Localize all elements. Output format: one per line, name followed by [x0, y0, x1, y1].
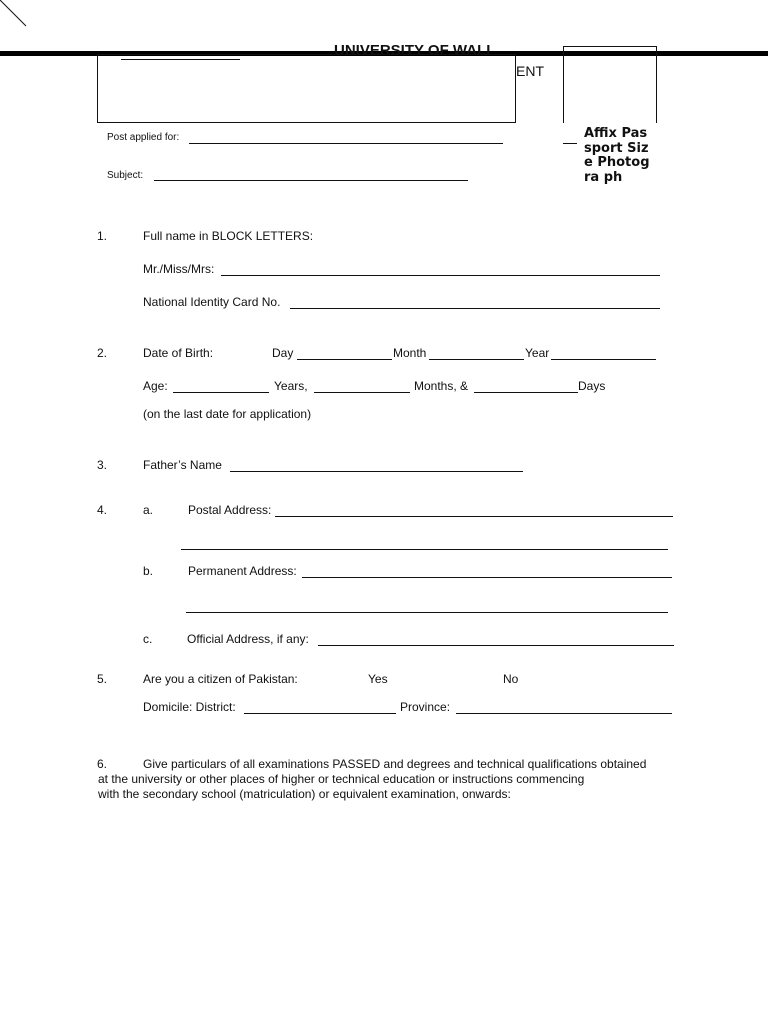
- province-label: Province:: [400, 700, 451, 714]
- month-label: Month: [393, 346, 427, 360]
- full-name-field[interactable]: [221, 275, 660, 276]
- domicile-label: Domicile: District:: [143, 700, 236, 714]
- item-number-2: 2.: [97, 346, 108, 360]
- item-4b-marker: b.: [143, 564, 154, 578]
- day-field[interactable]: [297, 359, 392, 360]
- item-number-6: 6.: [97, 757, 108, 771]
- nic-label: National Identity Card No.: [143, 295, 281, 309]
- header-box-underline: [121, 59, 240, 60]
- university-title: UNIVERSITY OF WALI: [334, 42, 491, 59]
- permanent-address-label: Permanent Address:: [188, 564, 297, 578]
- photo-box-label: Affix Passport Size Photogra ph: [584, 126, 650, 185]
- citizen-label: Are you a citizen of Pakistan:: [143, 672, 298, 686]
- official-address-field[interactable]: [318, 645, 674, 646]
- age-months-field[interactable]: [314, 392, 410, 393]
- year-label: Year: [525, 346, 550, 360]
- title-line2-fragment: ENT: [516, 63, 544, 79]
- district-field[interactable]: [244, 713, 396, 714]
- age-days-field[interactable]: [474, 392, 578, 393]
- post-applied-field[interactable]: [189, 143, 503, 144]
- official-address-label: Official Address, if any:: [187, 632, 309, 646]
- permanent-address-field-1[interactable]: [302, 577, 672, 578]
- nic-field[interactable]: [290, 308, 660, 309]
- subject-label: Subject:: [107, 170, 144, 181]
- father-name-label: Father’s Name: [143, 458, 222, 472]
- corner-mark: [0, 0, 30, 30]
- years-label: Years,: [274, 379, 308, 393]
- yes-option[interactable]: Yes: [368, 672, 388, 686]
- q6-line-2: at the university or other places of higher or technical education or instructions commencing: [98, 772, 585, 786]
- photo-box-tick: [563, 143, 577, 144]
- month-field[interactable]: [429, 359, 524, 360]
- q6-line-3: with the secondary school (matriculation) or equivalent examination, onwards:: [98, 787, 511, 801]
- age-years-field[interactable]: [173, 392, 269, 393]
- title-label: Mr./Miss/Mrs:: [143, 262, 215, 276]
- year-field[interactable]: [551, 359, 656, 360]
- item-4c-marker: c.: [143, 632, 153, 646]
- father-name-field[interactable]: [230, 471, 523, 472]
- photo-box-frame: [563, 46, 657, 123]
- post-applied-label: Post applied for:: [107, 132, 180, 143]
- postal-address-field-1[interactable]: [275, 516, 673, 517]
- dob-label: Date of Birth:: [143, 346, 214, 360]
- header-box: [97, 54, 516, 123]
- full-name-label: Full name in BLOCK LETTERS:: [143, 229, 314, 243]
- age-note: (on the last date for application): [143, 407, 312, 421]
- age-label: Age:: [143, 379, 168, 393]
- no-option[interactable]: No: [503, 672, 519, 686]
- item-number-4: 4.: [97, 503, 108, 517]
- permanent-address-field-2[interactable]: [186, 612, 668, 613]
- months-label: Months, &: [414, 379, 469, 393]
- postal-address-label: Postal Address:: [188, 503, 272, 517]
- province-field[interactable]: [456, 713, 672, 714]
- q6-line-1: Give particulars of all examinations PASSED and degrees and technical qualifications obtained: [143, 757, 647, 771]
- item-number-5: 5.: [97, 672, 108, 686]
- day-label: Day: [272, 346, 294, 360]
- postal-address-field-2[interactable]: [181, 549, 668, 550]
- item-number-1: 1.: [97, 229, 108, 243]
- days-label: Days: [578, 379, 606, 393]
- item-4a-marker: a.: [143, 503, 154, 517]
- item-number-3: 3.: [97, 458, 108, 472]
- subject-field[interactable]: [154, 180, 468, 181]
